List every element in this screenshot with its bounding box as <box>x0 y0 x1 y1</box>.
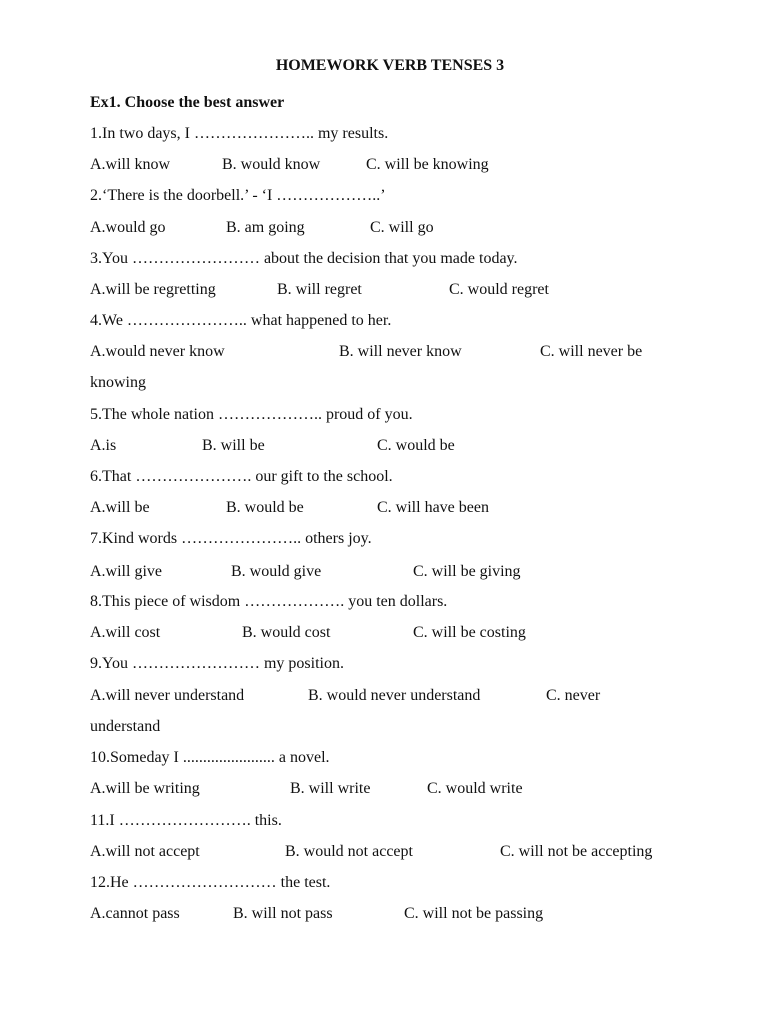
exercise-heading: Ex1. Choose the best answer <box>90 94 285 111</box>
q1-option-b: B. would know <box>222 156 321 173</box>
question-12: 12.He ……………………… the test. <box>90 874 331 891</box>
q9-option-c-continuation: understand <box>90 718 161 735</box>
q4-option-b: B. will never know <box>339 343 462 360</box>
q5-option-b: B. will be <box>202 437 265 454</box>
q10-option-b: B. will write <box>290 780 371 797</box>
q12-option-a: A.cannot pass <box>90 905 180 922</box>
q6-option-c: C. will have been <box>377 499 489 516</box>
q9-option-b: B. would never understand <box>308 687 481 704</box>
question-4: 4.We ………………….. what happened to her. <box>90 312 392 329</box>
q2-option-c: C. will go <box>370 219 434 236</box>
question-7: 7.Kind words ………………….. others joy. <box>90 530 372 547</box>
page-title: HOMEWORK VERB TENSES 3 <box>275 57 505 74</box>
q1-option-c: C. will be knowing <box>366 156 489 173</box>
question-3: 3.You …………………… about the decision that you made today. <box>90 250 518 267</box>
q3-option-b: B. will regret <box>277 281 362 298</box>
q4-option-c: C. will never be <box>540 343 643 360</box>
q10-option-a: A.will be writing <box>90 780 200 797</box>
question-1: 1.In two days, I ………………….. my results. <box>90 125 389 142</box>
q8-option-b: B. would cost <box>242 624 331 641</box>
q1-option-a: A.will know <box>90 156 170 173</box>
question-10: 10.Someday I ....................... a novel. <box>90 749 330 766</box>
question-6: 6.That …………………. our gift to the school. <box>90 468 393 485</box>
q5-option-c: C. would be <box>377 437 455 454</box>
q11-option-b: B. would not accept <box>285 843 413 860</box>
question-8: 8.This piece of wisdom ………………. you ten dollars. <box>90 593 448 610</box>
q11-option-a: A.will not accept <box>90 843 200 860</box>
q7-option-a: A.will give <box>90 563 162 580</box>
q7-option-b: B. would give <box>231 563 322 580</box>
q6-option-a: A.will be <box>90 499 150 516</box>
q4-option-c-continuation: knowing <box>90 374 146 391</box>
q8-option-a: A.will cost <box>90 624 161 641</box>
q2-option-b: B. am going <box>226 219 305 236</box>
q9-option-a: A.will never understand <box>90 687 245 704</box>
question-9: 9.You …………………… my position. <box>90 655 344 672</box>
q8-option-c: C. will be costing <box>413 624 526 641</box>
q10-option-c: C. would write <box>427 780 523 797</box>
q11-option-c: C. will not be accepting <box>500 843 653 860</box>
q4-option-a: A.would never know <box>90 343 225 360</box>
q2-option-a: A.would go <box>90 219 166 236</box>
q5-option-a: A.is <box>90 437 117 454</box>
q12-option-b: B. will not pass <box>233 905 333 922</box>
q3-option-c: C. would regret <box>449 281 549 298</box>
question-5: 5.The whole nation ……………….. proud of you. <box>90 406 413 423</box>
q9-option-c: C. never <box>546 687 601 704</box>
question-11: 11.I ……………………. this. <box>90 812 282 829</box>
q3-option-a: A.will be regretting <box>90 281 216 298</box>
question-2: 2.‘There is the doorbell.’ - ‘I ………………..’ <box>90 187 386 204</box>
q6-option-b: B. would be <box>226 499 304 516</box>
q7-option-c: C. will be giving <box>413 563 521 580</box>
q12-option-c: C. will not be passing <box>404 905 544 922</box>
